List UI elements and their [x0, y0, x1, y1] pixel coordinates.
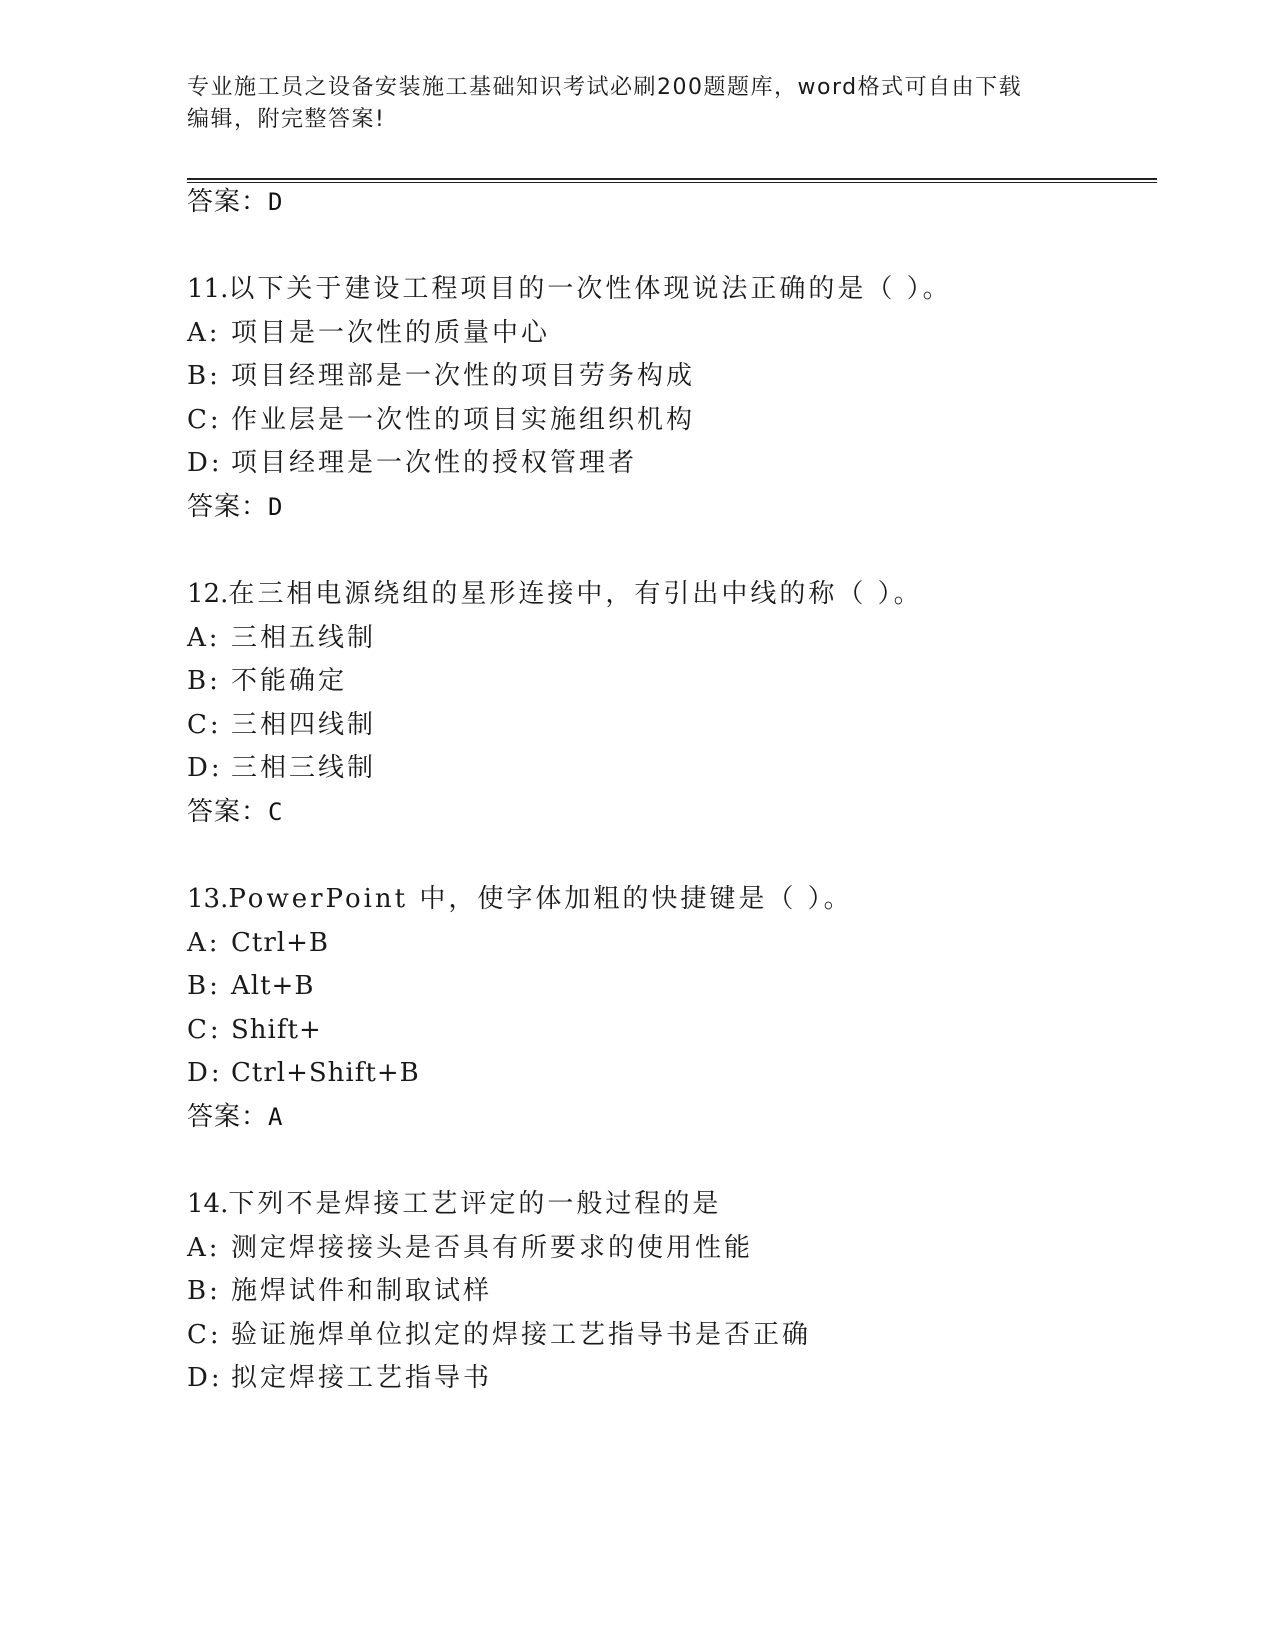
- option-label: A:: [187, 318, 221, 348]
- option-text: 拟定焊接工艺指导书: [231, 1363, 493, 1393]
- question-number: 13.: [187, 884, 229, 914]
- option-a: [187, 315, 550, 351]
- option-label: A:: [187, 623, 221, 653]
- question-text: PowerPoint 中，使字体加粗的快捷键是（ ）。: [228, 884, 853, 914]
- answer-label: 答案：: [187, 1102, 269, 1132]
- option-label: B:: [187, 971, 221, 1001]
- question-number: 11.: [187, 274, 229, 304]
- option-label: A:: [187, 928, 221, 958]
- answer-line: [187, 489, 283, 525]
- option-d: [187, 445, 637, 481]
- answer-value: D: [268, 188, 284, 216]
- option-text: 不能确定: [231, 666, 348, 696]
- option-c: [187, 402, 695, 438]
- option-label: D:: [187, 448, 223, 478]
- option-label: B:: [187, 1276, 221, 1306]
- header-divider: [187, 178, 1157, 183]
- option-text: 三相五线制: [231, 623, 377, 653]
- option-label: B:: [187, 361, 221, 391]
- answer-value: C: [268, 798, 284, 826]
- option-text: Alt+B: [231, 971, 315, 1001]
- answer-label: 答案：: [187, 187, 269, 217]
- option-label: C:: [187, 1320, 222, 1350]
- option-text: 三相三线制: [231, 753, 377, 783]
- answer-line: [187, 794, 283, 830]
- question-stem: [187, 1186, 721, 1222]
- option-text: 项目是一次性的质量中心: [231, 318, 551, 348]
- option-label: A:: [187, 1233, 221, 1263]
- option-label: D:: [187, 1058, 223, 1088]
- answer-line: [187, 1099, 283, 1135]
- option-d: [187, 1055, 420, 1091]
- option-label: D:: [187, 753, 223, 783]
- question-number: 12.: [187, 579, 229, 609]
- option-text: Shift+: [231, 1015, 322, 1045]
- option-text: 项目经理部是一次性的项目劳务构成: [231, 361, 696, 391]
- header-line-1: 专业施工员之设备安装施工基础知识考试必刷200题题库，word格式可自由下载: [187, 75, 1023, 100]
- option-a: [187, 1230, 753, 1266]
- question-stem: [187, 271, 952, 307]
- option-a: [187, 620, 376, 656]
- option-c: [187, 1012, 322, 1048]
- option-text: Ctrl+B: [231, 928, 329, 958]
- question-text: 在三相电源绕组的星形连接中，有引出中线的称（ ）。: [228, 579, 923, 609]
- question-text: 下列不是焊接工艺评定的一般过程的是: [228, 1189, 722, 1219]
- option-c: [187, 1317, 811, 1353]
- option-b: [187, 968, 314, 1004]
- option-b: [187, 663, 347, 699]
- option-text: 施焊试件和制取试样: [231, 1276, 493, 1306]
- option-a: [187, 925, 329, 961]
- question-stem: [187, 881, 853, 917]
- answer-value: D: [268, 493, 284, 521]
- option-b: [187, 1273, 492, 1309]
- option-text: Ctrl+Shift+B: [231, 1058, 420, 1088]
- option-label: C:: [187, 710, 222, 740]
- answer-line: [187, 184, 283, 220]
- header-line-2: 编辑，附完整答案!: [187, 107, 386, 132]
- answer-label: 答案：: [187, 492, 269, 522]
- question-stem: [187, 576, 923, 612]
- document-page: [187, 0, 1157, 1650]
- option-label: B:: [187, 666, 221, 696]
- option-text: 项目经理是一次性的授权管理者: [231, 448, 638, 478]
- option-label: C:: [187, 405, 222, 435]
- question-text: 以下关于建设工程项目的一次性体现说法正确的是（ ）。: [228, 274, 952, 304]
- answer-label: 答案：: [187, 797, 269, 827]
- option-b: [187, 358, 695, 394]
- document-header: [187, 72, 1067, 136]
- option-d: [187, 1360, 492, 1396]
- option-text: 作业层是一次性的项目实施组织机构: [231, 405, 696, 435]
- option-label: C:: [187, 1015, 222, 1045]
- option-text: 测定焊接接头是否具有所要求的使用性能: [231, 1233, 754, 1263]
- option-c: [187, 707, 376, 743]
- option-d: [187, 750, 376, 786]
- answer-value: A: [268, 1103, 284, 1131]
- option-text: 验证施焊单位拟定的焊接工艺指导书是否正确: [231, 1320, 812, 1350]
- option-label: D:: [187, 1363, 223, 1393]
- option-text: 三相四线制: [231, 710, 377, 740]
- question-number: 14.: [187, 1189, 229, 1219]
